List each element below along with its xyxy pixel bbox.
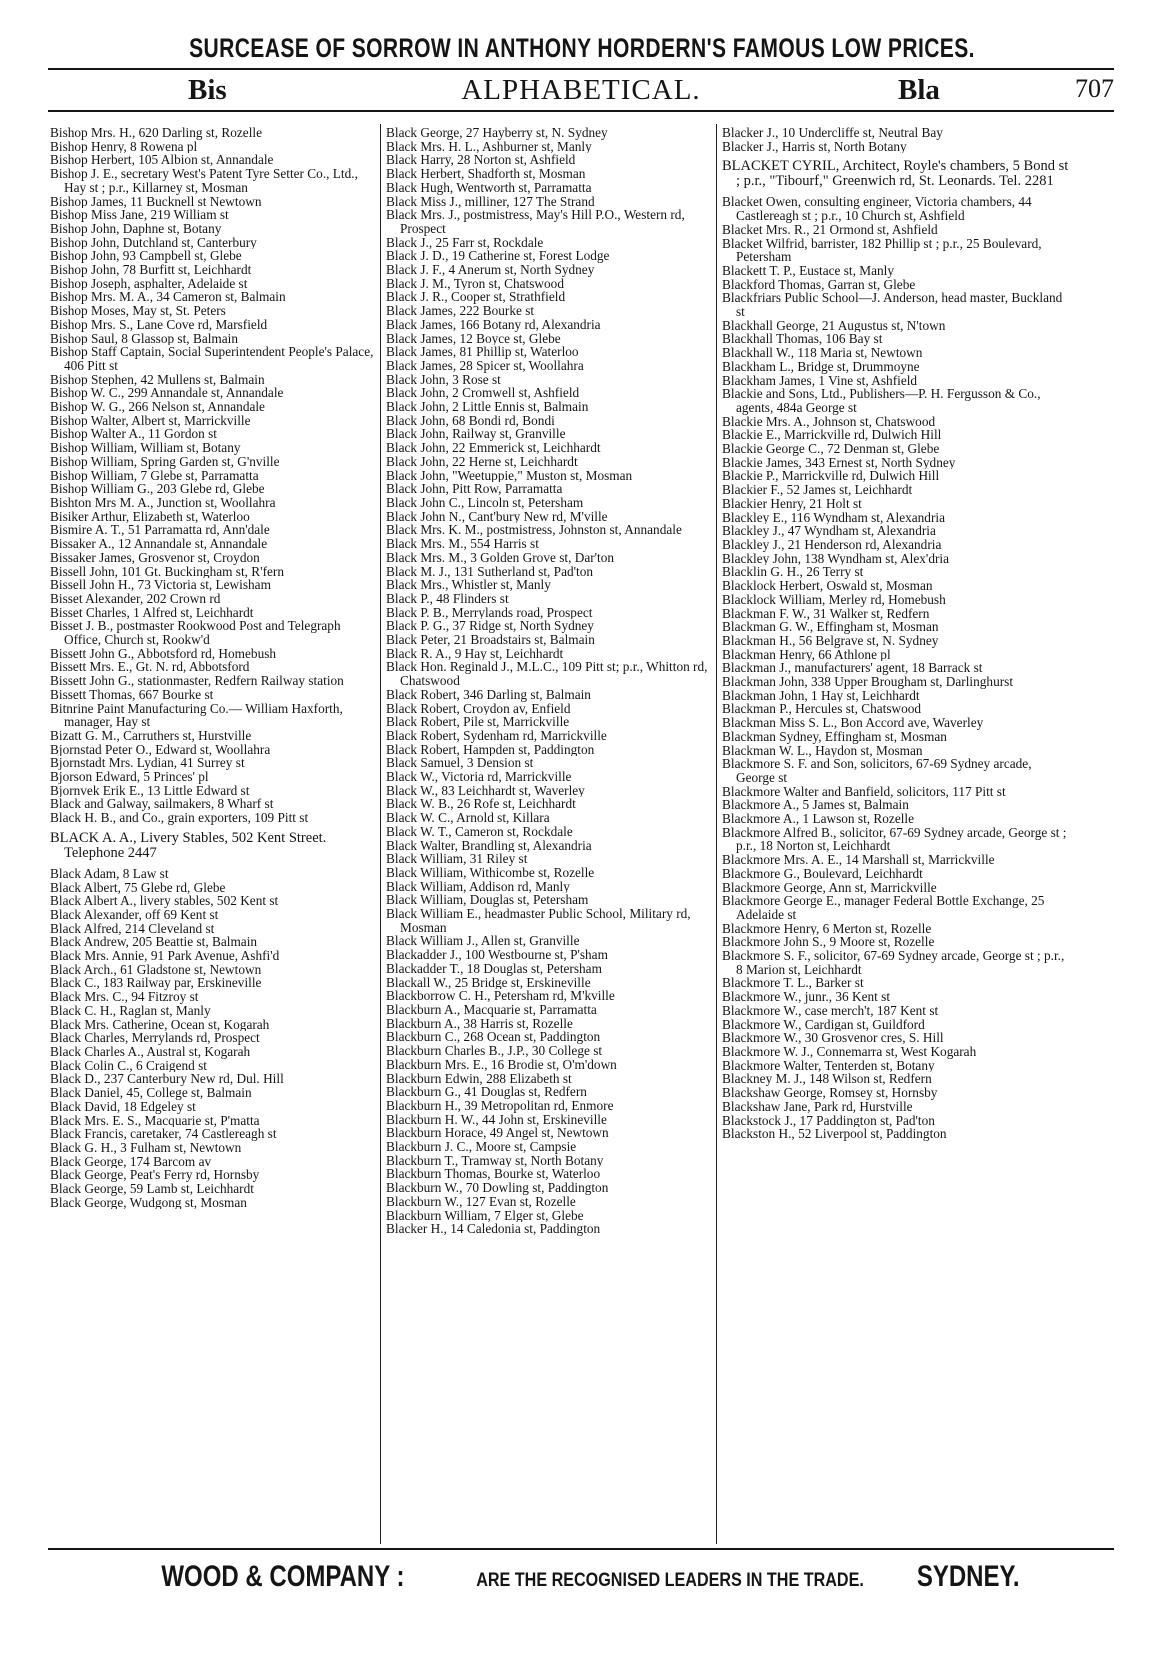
directory-entry: Black Albert A., livery stables, 502 Kent st [50,894,279,908]
bottom-rule [48,1548,1114,1550]
directory-entry: Blackman Henry, 66 Athlone pl [722,647,891,662]
directory-entry: Blackmore W. J., Connemarra st, West Kogarah [722,1045,977,1059]
directory-entry: BLACK A. A., Livery Stables, 502 Kent Street. Telephone 2447 [50,830,327,861]
header-rule [48,110,1114,112]
directory-entry: Black John, 22 Herne st, Leichhardt [386,454,578,469]
directory-entry: Blackie P., Marrickville rd, Dulwich Hill [722,469,940,484]
directory-entry: Black H. B., and Co., grain exporters, 109 Pitt st [50,811,309,825]
directory-entry: Blackburn C., 268 Ocean st, Paddington [386,1030,601,1045]
directory-entry: Blackman John, 338 Upper Brougham st, Darlinghurst [722,675,1014,689]
directory-entry: Black James, 222 Bourke st [386,304,535,318]
directory-entry: Blackman H., 56 Belgrave st, N. Sydney [722,633,939,648]
directory-entry: Bishop John, 93 Campbell st, Glebe [50,249,242,264]
directory-entry: Bissett John G., stationmaster, Redfern Railway station [50,674,344,688]
directory-entry: Blackburn A., Macquarie st, Parramatta [386,1003,597,1017]
directory-entry: Black Daniel, 45, College st, Balmain [50,1086,252,1100]
directory-entry: Blacklock William, Merley rd, Homebush [722,592,946,607]
advertising-footer [0,1560,1164,1594]
directory-entry: Blackburn Charles B., J.P., 30 College st [386,1044,603,1058]
directory-entry: Bissett Thomas, 667 Bourke st [50,687,214,702]
directory-entry: Blacker J., 10 Undercliffe st, Neutral Bay [722,126,943,140]
directory-entry: Blackmore George E., manager Federal Bottle Exchange, 25 Adelaide st [722,894,1045,922]
directory-entry: Bishop William, 7 Glebe st, Parramatta [50,468,259,483]
directory-entry: Blackstock J., 17 Paddington st, Pad'ton [722,1113,935,1128]
directory-entry: Black M. J., 131 Sutherland st, Pad'ton [386,564,594,579]
directory-entry: Blackburn Horace, 49 Angel st, Newtown [386,1126,609,1141]
directory-entry: Black John, 68 Bondi rd, Bondi [386,413,555,428]
directory-entry: Black P. B., Merrylands road, Prospect [386,605,593,620]
directory-entry: Blackmore W., Cardigan st, Guildford [722,1017,925,1032]
directory-entry: Black R. A., 9 Hay st, Leichhardt [386,646,564,661]
directory-entry: Black George, Peat's Ferry rd, Hornsby [50,1168,260,1183]
directory-entry: Blackmore W., junr., 36 Kent st [722,990,891,1004]
directory-entry: Black George, Wudgong st, Mosman [50,1195,247,1210]
directory-entry: Black Mrs. Catherine, Ocean st, Kogarah [50,1017,270,1032]
directory-entry: Bishop John, Daphne st, Botany [50,221,222,236]
directory-entry: Blackmore A., 1 Lawson st, Rozelle [722,812,915,826]
directory-entry: Bjorson Edward, 5 Princes' pl [50,770,209,784]
directory-entry: Bissell John, 101 Gt. Buckingham st, R'fern [50,564,284,579]
directory-entry: Blackburn T., Tramway st, North Botany [386,1153,604,1168]
directory-entry: Blackman W. L., Haydon st, Mosman [722,743,923,758]
directory-entry: Black J., 25 Farr st, Rockdale [386,235,544,250]
directory-column-3 [722,126,1070,1141]
directory-entry: Black Alexander, off 69 Kent st [50,907,219,922]
directory-entry: Blacket Wilfrid, barrister, 182 Phillip st ; p.r., 25 Boulevard, Petersham [722,236,1042,264]
directory-entry: Black Walter, Brandling st, Alexandria [386,838,592,853]
directory-entry: Blackburn H., 39 Metropolitan rd, Enmore [386,1098,614,1113]
directory-entry: Bishop Mrs. M. A., 34 Cameron st, Balmain [50,290,286,305]
directory-entry: Blackston H., 52 Liverpool st, Paddington [722,1127,947,1141]
directory-entry: Bjornstadt Mrs. Lydian, 41 Surrey st [50,756,245,771]
directory-entry: Bisset Charles, 1 Alfred st, Leichhardt [50,605,254,620]
directory-entry: Bisset Alexander, 202 Crown rd [50,591,221,606]
directory-entry: Blackett T. P., Eustace st, Manly [722,263,894,278]
directory-entry: Black Mrs. Annie, 91 Park Avenue, Ashfi'd [50,949,280,963]
directory-entry: Blackie James, 343 Ernest st, North Sydney [722,455,956,470]
directory-entry: Bishop W. G., 266 Nelson st, Annandale [50,400,265,414]
directory-entry: Black James, 81 Phillip st, Waterloo [386,345,579,359]
directory-entry: Blackmore S. F., solicitor, 67-69 Sydney arcade, George st ; p.r., 8 Marion st, Leichhardt [722,949,1065,977]
directory-entry: Black Herbert, Shadforth st, Mosman [386,167,586,181]
directory-entry: Black George, 27 Hayberry st, N. Sydney [386,126,608,140]
directory-entry: Blackfriars Public School—J. Anderson, head master, Buckland st [722,291,1063,319]
directory-entry: Black John, 2 Little Ennis st, Balmain [386,400,589,414]
directory-entry: Black Arch., 61 Gladstone st, Newtown [50,962,262,977]
directory-entry: Bishop Walter, Albert st, Marrickville [50,413,251,428]
directory-entry: Blackmore S. F. and Son, solicitors, 67-69 Sydney arcade, George st [722,757,1032,785]
directory-entry: Black Miss J., milliner, 127 The Strand [386,194,595,209]
directory-entry: Black and Galway, sailmakers, 8 Wharf st [50,797,274,812]
directory-entry: Blackman F. W., 31 Walker st, Redfern [722,606,930,621]
directory-entry: Blackmore Walter, Tenterden st, Botany [722,1058,935,1073]
directory-entry: Black John, "Weetuppie," Muston st, Mosman [386,468,633,483]
directory-entry: Black Mrs. J., postmistress, May's Hill P.O., Western rd, Prospect [386,208,685,236]
directory-entry: Blackburn W., 127 Evan st, Rozelle [386,1194,576,1209]
directory-entry: Black David, 18 Edgeley st [50,1099,196,1114]
directory-entry: Bishop John, 78 Burfitt st, Leichhardt [50,263,252,277]
directory-entry: Bisset J. B., postmaster Rookwood Post and Telegraph Office, Church st, Rookw'd [50,619,341,647]
directory-entry: Black J. R., Cooper st, Strathfield [386,290,566,305]
directory-entry: Blackman Sydney, Effingham st, Mosman [722,729,947,744]
directory-entry: Blackley J., 47 Wyndham st, Alexandria [722,524,936,538]
directory-entry: Blackie Mrs. A., Johnson st, Chatswood [722,414,936,429]
directory-entry: Black Hugh, Wentworth st, Parramatta [386,180,592,195]
directory-entry: Bishop Stephen, 42 Mullens st, Balmain [50,372,265,387]
directory-entry: Blackburn Edwin, 288 Elizabeth st [386,1071,572,1086]
directory-entry: Blackmore Mrs. A. E., 14 Marshall st, Marrickville [722,853,995,867]
directory-entry: Black W. T., Cameron st, Rockdale [386,824,573,839]
directory-entry: Black Peter, 21 Broadstairs st, Balmain [386,633,595,647]
directory-column-2 [386,126,712,1236]
directory-entry: Bishop Saul, 8 Glassop st, Balmain [50,331,239,346]
directory-entry: Black Harry, 28 Norton st, Ashfield [386,153,576,168]
directory-entry: Black D., 237 Canterbury New rd, Dul. Hill [50,1072,284,1087]
directory-entry: Blackadder J., 100 Westbourne st, P'sham [386,948,608,962]
directory-entry: Blackhall Thomas, 106 Bay st [722,332,883,347]
directory-entry: Black William, Withicombe st, Rozelle [386,865,595,880]
directory-entry: Blackley J., 21 Henderson rd, Alexandria [722,537,942,552]
directory-entry: Black Mrs. C., 94 Fitzroy st [50,990,199,1004]
directory-entry: Bishop William, William st, Botany [50,441,241,455]
directory-entry: Blackburn H. W., 44 John st, Erskineville [386,1112,607,1127]
directory-entry: Blackie George C., 72 Denman st, Glebe [722,442,940,456]
directory-entry: Black C., 183 Railway par, Erskineville [50,976,262,991]
directory-entry: Bishop Miss Jane, 219 William st [50,208,229,222]
top-rule [48,68,1114,70]
directory-entry: Blackborrow C. H., Petersham rd, M'kville [386,989,615,1003]
footer-city: SYDNEY. [917,1560,1020,1593]
directory-entry: Bissell John H., 73 Victoria st, Lewisham [50,578,271,592]
directory-entry: Blackham L., Bridge st, Drummoyne [722,359,920,374]
directory-entry: Blackman P., Hercules st, Chatswood [722,702,922,717]
directory-entry: Bishop William, Spring Garden st, G'nville [50,454,280,469]
directory-entry: Blackburn Mrs. E., 16 Brodie st, O'm'down [386,1057,617,1072]
directory-entry: Blackman G. W., Effingham st, Mosman [722,620,939,634]
directory-entry: Black W., Victoria rd, Marrickville [386,770,572,784]
directory-entry: Blackhall W., 118 Maria st, Newtown [722,346,923,360]
directory-entry: Black George, 59 Lamb st, Leichhardt [50,1182,254,1196]
directory-entry: Bishton Mrs M. A., Junction st, Woollahra [50,495,276,510]
directory-entry: Black C. H., Raglan st, Manly [50,1003,211,1018]
left-guide-word: Bis [188,74,227,106]
directory-entry: Black W., 83 Leichhardt st, Waverley [386,783,585,798]
directory-entry: Bishop Moses, May st, St. Peters [50,304,226,318]
directory-entry: Blackmore Henry, 6 Merton st, Rozelle [722,921,932,936]
directory-entry: Black Robert, 346 Darling st, Balmain [386,687,591,702]
directory-entry: Blacker H., 14 Caledonia st, Paddington [386,1222,601,1236]
directory-entry: Blacket Mrs. R., 21 Ormond st, Ashfield [722,222,938,237]
directory-entry: Black Robert, Sydenham rd, Marrickville [386,728,607,743]
directory-entry: Blackburn William, 7 Elger st, Glebe [386,1208,584,1223]
column-divider [716,124,717,1544]
directory-entry: Black William, Douglas st, Petersham [386,893,589,908]
directory-entry: Bishop Mrs. H., 620 Darling st, Rozelle [50,126,262,140]
directory-entry: Bishop Herbert, 105 Albion st, Annandale [50,153,274,168]
directory-entry: Black Charles A., Austral st, Kogarah [50,1045,251,1059]
directory-entry: Black Mrs. E. S., Macquarie st, P'matta [50,1113,260,1128]
directory-entry: Blackie and Sons, Ltd., Publishers—P. H. Fergusson & Co., agents, 484a George st [722,387,1041,415]
page-header [48,74,1114,108]
directory-entry: Black Mrs., Whistler st, Manly [386,578,551,592]
column-divider [380,124,381,1544]
directory-entry: Black Adam, 8 Law st [50,866,169,881]
directory-entry: BLACKET CYRIL, Architect, Royle's chambers, 5 Bond st ; p.r., "Tibourf," Greenwich rd, St. Leonards. Tel. 2281 [722,159,1069,190]
directory-entry: Black John, 3 Rose st [386,372,501,387]
directory-entry: Blacklock Herbert, Oswald st, Mosman [722,579,933,593]
directory-entry: Bissett John G., Abbotsford rd, Homebush [50,646,277,661]
directory-entry: Black John, Pitt Row, Parramatta [386,482,563,496]
directory-entry: Black Mrs. H. L., Ashburner st, Manly [386,139,592,154]
directory-entry: Black James, 12 Boyce st, Glebe [386,331,561,346]
directory-entry: Black William J., Allen st, Granville [386,934,580,949]
directory-entry: Blackhall George, 21 Augustus st, N'town [722,318,946,333]
directory-entry: Blackford Thomas, Garran st, Glebe [722,277,916,292]
directory-entry: Blackburn G., 41 Douglas st, Redfern [386,1085,587,1099]
directory-entry: Black Mrs. M., 554 Harris st [386,537,539,551]
directory-entry: Blackadder T., 18 Douglas st, Petersham [386,961,602,976]
directory-entry: Black J. F., 4 Anerum st, North Sydney [386,263,595,277]
page-number: 707 [1075,74,1114,103]
directory-entry: Bishop James, 11 Bucknell st Newtown [50,194,262,209]
directory-entry: Bissaker James, Grosvenor st, Croydon [50,550,260,565]
directory-entry: Black Andrew, 205 Beattie st, Balmain [50,935,258,950]
directory-entry: Bishop Joseph, asphalter, Adelaide st [50,276,248,291]
directory-entry: Blackmore Alfred B., solicitor, 67-69 Sydney arcade, George st ; p.r., 18 Norton st, Leichhardt [722,825,1067,854]
directory-entry: Black Robert, Pile st, Marrickville [386,715,570,729]
directory-entry: Bishop William G., 203 Glebe rd, Glebe [50,482,265,496]
directory-entry: Blackley John, 138 Wyndham st, Alex'dria [722,551,949,566]
directory-entry: Blackie E., Marrickville rd, Dulwich Hill [722,428,942,443]
directory-entry: Blackburn J. C., Moore st, Campsie [386,1140,577,1154]
directory-entry: Bishop Mrs. S., Lane Cove rd, Marsfield [50,317,268,332]
directory-entry: Bishop J. E., secretary West's Patent Tyre Setter Co., Ltd., Hay st ; p.r., Killarney st, Mosman [50,167,358,195]
directory-entry: Blackham James, 1 Vine st, Ashfield [722,373,918,388]
directory-entry: Blackburn W., 70 Dowling st, Paddington [386,1181,609,1195]
directory-entry: Blackney M. J., 148 Wilson st, Redfern [722,1072,932,1087]
directory-entry: Blackmore John S., 9 Moore st, Rozelle [722,935,935,950]
directory-entry: Bishop Staff Captain, Social Superintendent People's Palace, 406 Pitt st [50,345,374,373]
directory-entry: Blacker J., Harris st, North Botany [722,139,907,154]
directory-entry: Black J. M., Tyron st, Chatswood [386,276,564,291]
directory-entry: Bizatt G. M., Carruthers st, Hurstville [50,728,252,743]
directory-entry: Black Mrs. K. M., postmistress, Johnston st, Annandale [386,523,682,538]
directory-entry: Black W. B., 26 Rofe st, Leichhardt [386,797,576,812]
directory-entry: Blackier F., 52 James st, Leichhardt [722,483,913,497]
directory-entry: Blacket Owen, consulting engineer, Victoria chambers, 44 Castlereagh st ; p.r., 10 Church st, Ashfield [722,195,1032,223]
directory-entry: Black William E., headmaster Public School, Military rd, Mosman [386,907,691,935]
directory-entry: Bismire A. T., 51 Parramatta rd, Ann'dale [50,523,270,538]
directory-entry: Bishop Walter A., 11 Gordon st [50,427,217,442]
directory-entry: Blackall W., 25 Bridge st, Erskineville [386,975,591,990]
directory-entry: Bjornstad Peter O., Edward st, Woollahra [50,742,271,757]
directory-entry: Bishop Henry, 8 Rowena pl [50,139,198,154]
directory-entry: Black Charles, Merrylands rd, Prospect [50,1031,260,1045]
directory-entry: Blackshaw Jane, Park rd, Hurstville [722,1099,913,1114]
directory-entry: Blackmore George, Ann st, Marrickville [722,880,937,895]
directory-entry: Black Albert, 75 Glebe rd, Glebe [50,880,226,895]
directory-entry: Blackman Miss S. L., Bon Accord ave, Waverley [722,716,984,730]
directory-entry: Bitnrine Paint Manufacturing Co.— William Haxforth, manager, Hay st [50,701,343,729]
directory-entry: Bissett Mrs. E., Gt. N. rd, Abbotsford [50,660,250,675]
directory-entry: Blackmore W., 30 Grosvenor cres, S. Hill [722,1031,944,1045]
directory-entry: Blacklin G. H., 26 Terry st [722,565,864,580]
directory-entry: Blackmore A., 5 James st, Balmain [722,798,909,813]
directory-entry: Blackburn Thomas, Bourke st, Waterloo [386,1167,601,1182]
directory-entry: Black George, 174 Barcom av [50,1154,212,1169]
directory-entry: Black John, Railway st, Granville [386,427,566,442]
directory-entry: Black Robert, Hampden st, Paddington [386,742,595,757]
directory-entry: Blackmore T. L., Barker st [722,976,864,991]
directory-entry: Bisiker Arthur, Elizabeth st, Waterloo [50,509,250,524]
directory-entry: Bishop John, Dutchland st, Canterbury [50,235,257,250]
directory-entry: Blackmore G., Boulevard, Leichhardt [722,866,923,881]
directory-entry: Bjornvek Erik E., 13 Little Edward st [50,783,250,798]
directory-entry: Blackmore Walter and Banfield, solicitors, 117 Pitt st [722,784,1006,799]
directory-entry: Black John N., Cant'bury New rd, M'ville [386,509,608,524]
directory-entry: Blackier Henry, 21 Holt st [722,496,862,511]
directory-entry: Black Robert, Croydon av, Enfield [386,701,571,716]
directory-entry: Blackman John, 1 Hay st, Leichhardt [722,688,920,703]
directory-entry: Bissaker A., 12 Annandale st, Annandale [50,537,268,551]
directory-entry: Blackmore W., case merch't, 187 Kent st [722,1003,939,1018]
directory-entry: Black Alfred, 214 Cleveland st [50,921,215,936]
directory-entry: Black Hon. Reginald J., M.L.C., 109 Pitt st; p.r., Whitton rd, Chatswood [386,660,708,688]
directory-entry: Black William, 31 Riley st [386,852,528,866]
directory-entry: Black James, 166 Botany rd, Alexandria [386,317,601,332]
directory-entry: Blackley E., 116 Wyndham st, Alexandria [722,510,945,525]
directory-entry: Black P., 48 Flinders st [386,591,509,606]
directory-entry: Black P. G., 37 Ridge st, North Sydney [386,619,594,634]
directory-entry: Black John, 2 Cromwell st, Ashfield [386,386,580,401]
directory-entry: Black James, 28 Spicer st, Woollahra [386,358,584,373]
page-title: ALPHABETICAL. [461,74,701,106]
directory-entry: Black W. C., Arnold st, Killara [386,811,550,825]
directory-entry: Black Colin C., 6 Craigend st [50,1058,207,1073]
directory-entry: Blackman J., manufacturers' agent, 18 Barrack st [722,661,983,676]
directory-entry: Black John, 22 Emmerick st, Leichhardt [386,441,601,455]
footer-tagline: ARE THE RECOGNISED LEADERS IN THE TRADE. [475,1570,864,1591]
directory-entry: Black J. D., 19 Catherine st, Forest Lodge [386,249,610,264]
advertising-banner: SURCEASE OF SORROW IN ANTHONY HORDERN'S FAMOUS LOW PRICES. [189,33,975,63]
directory-entry: Bishop W. C., 299 Annandale st, Annandale [50,386,284,401]
footer-company: WOOD & COMPANY : [161,1560,405,1593]
directory-column-1 [50,126,376,1209]
directory-entry: Blackburn A., 38 Harris st, Rozelle [386,1016,573,1031]
right-guide-word: Bla [898,74,940,106]
directory-entry: Black Mrs. M., 3 Golden Grove st, Dar'ton [386,550,615,565]
directory-entry: Black G. H., 3 Fulham st, Newtown [50,1140,242,1155]
directory-entry: Black Francis, caretaker, 74 Castlereagh st [50,1127,277,1141]
directory-entry: Black Samuel, 3 Dension st [386,756,534,771]
directory-entry: Black John C., Lincoln st, Petersham [386,495,584,510]
directory-entry: Black William, Addison rd, Manly [386,879,570,894]
directory-entry: Blackshaw George, Romsey st, Hornsby [722,1086,938,1100]
